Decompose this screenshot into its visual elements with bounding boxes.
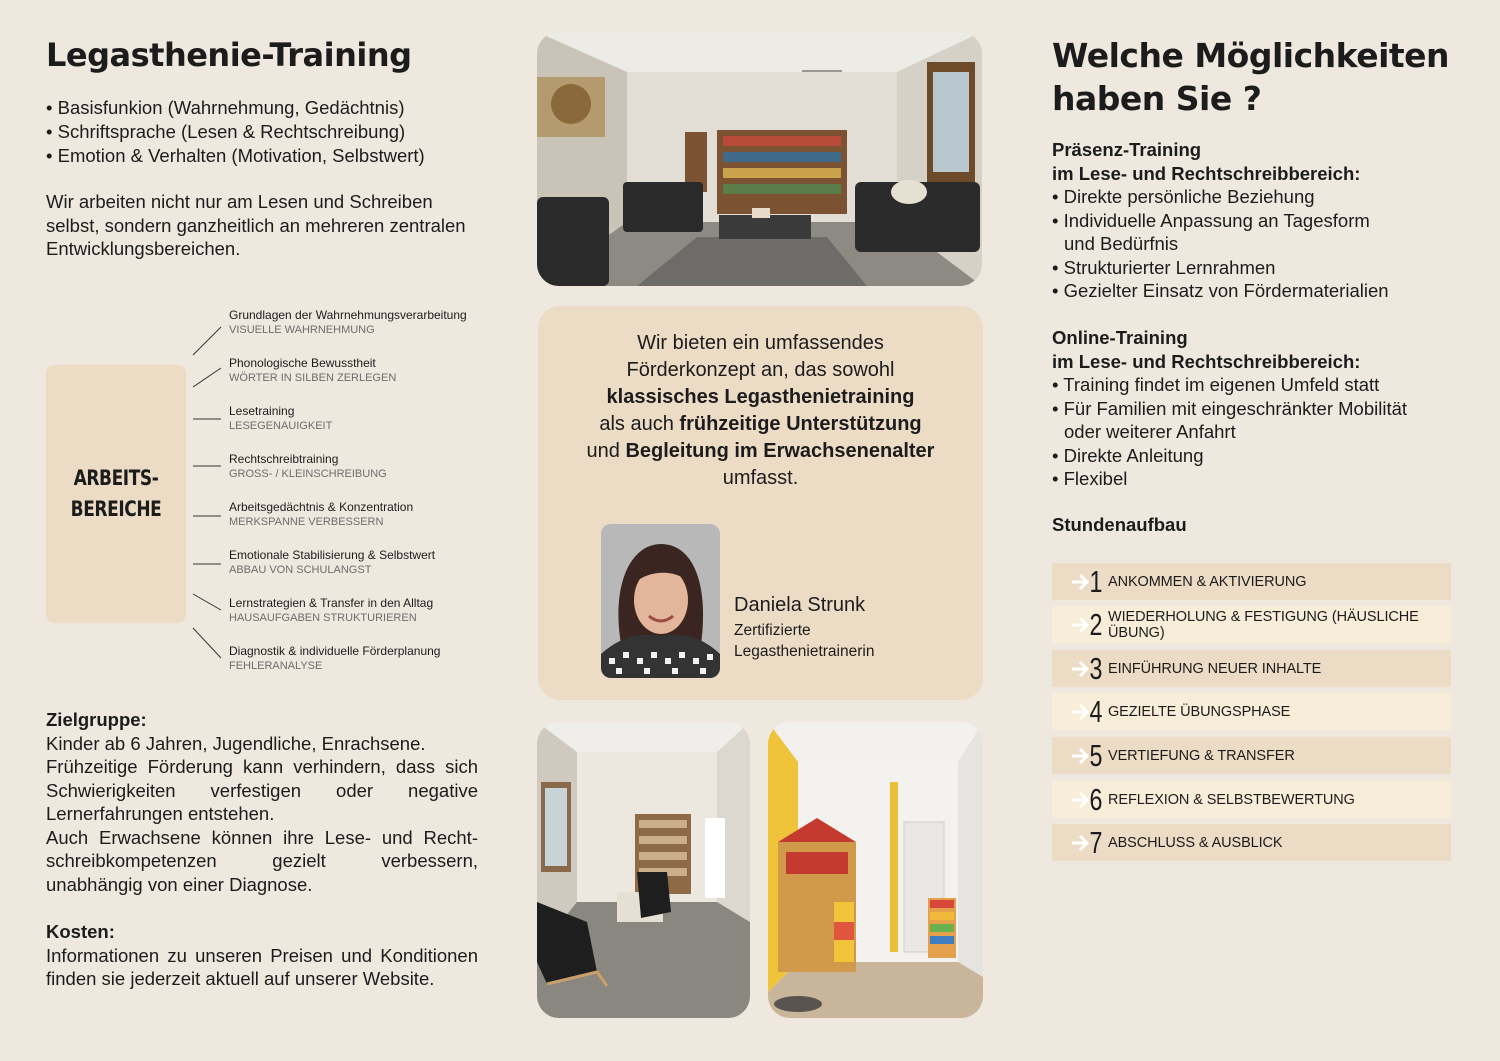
areas-label [66,463,167,525]
concept-line: Förderkonzept an, das sowohl [626,359,895,381]
trainer-role-line: Zertifizierte [734,622,811,639]
presence-training-subheading: im Lese- und Rechtschreibbereich: [1052,162,1361,184]
trainer-role-line: Legasthenietrainerin [734,643,875,660]
concept-line [538,411,983,438]
lesson-step [1052,693,1451,730]
connector-line [193,368,221,387]
lesson-step [1052,824,1451,861]
list-item: • Für Familien mit eingeschränkter Mobilität [1052,397,1408,419]
area-item [229,500,509,530]
area-title: Arbeitsgedächtnis & Konzentration [229,500,414,514]
concept-line: Wir bieten ein umfassendes [637,332,884,354]
list-item: • Individuelle Anpassung an Tagesform [1052,209,1370,231]
focus-list [46,96,425,168]
area-title: Emotionale Stabilisierung & Selbstwert [229,548,436,562]
list-item: • Schriftsprache (Lesen & Rechtschreibung) [46,121,406,142]
list-item: • Strukturierter Lernrahmen [1052,256,1276,278]
connector-line [193,628,221,658]
step-label: EINFÜHRUNG NEUER INHALTE [1108,660,1322,677]
area-item [229,548,509,578]
presence-training-heading: Präsenz-Training [1052,139,1202,160]
area-title: Diagnostik & individuelle Förderplanung [229,644,441,658]
step-label: VERTIEFUNG & TRANSFER [1108,747,1295,764]
step-label: WIEDERHOLUNG & FESTIGUNG (HÄUSLICHE ÜBUNG) [1108,608,1419,641]
step-number: 4 [1089,694,1103,729]
area-item [229,644,509,674]
area-subtitle: VISUELLE WAHRNEHMUNG [229,324,375,336]
areas-label-line-2: BEREICHE [70,497,162,521]
concept-line [538,438,983,465]
area-item [229,452,509,482]
lesson-step [1052,737,1451,774]
area-title: Grundlagen der Wahrnehmungsverarbeitung [229,308,467,322]
area-title: Lesetraining [229,404,295,418]
intro-paragraph: Wir arbeiten nicht nur am Lesen und Schreiben selbst, sondern ganzheitlich an mehreren zentralen Entwicklungsbereichen. [46,191,466,259]
trainer-portrait [601,524,720,678]
list-item: • Training findet im eigenen Umfeld statt [1052,374,1380,395]
step-label: ANKOMMEN & AKTIVIERUNG [1108,573,1307,590]
step-number: 1 [1089,564,1103,599]
step-number: 5 [1089,738,1103,773]
online-training-subheading: im Lese- und Rechtschreibbereich: [1052,350,1361,372]
concept-line: umfasst. [722,467,799,489]
target-group-heading: Zielgruppe: [46,709,147,730]
concept-text-fragment: und [586,440,626,462]
list-item: • Direkte persönliche Beziehung [1052,186,1315,207]
list-item: • Flexibel [1052,468,1128,489]
area-subtitle: LESEGENAUIGKEIT [229,420,333,432]
concept-highlight: frühzeitige Unterstützung [679,413,922,435]
concept-text [538,330,983,492]
trainer-name: Daniela Strunk [734,594,866,616]
list-item-continuation: oder weiterer Anfahrt [1064,421,1236,442]
list-item: • Basisfunkion (Wahrnehmung, Gedächtnis) [46,97,405,118]
list-item-continuation: und Bedürfnis [1064,233,1179,254]
step-number: 7 [1089,825,1103,860]
concept-highlight: Begleitung im Erwachsenenalter [625,440,935,462]
area-item [229,356,509,386]
concept-line [538,384,983,411]
step-number: 2 [1089,607,1103,642]
target-group-paragraph: Frühzeitige Förderung kann verhindern, dass sich Schwierigkeiten verfestigen oder negative Lernerfahrungen entstehen. [46,756,478,824]
concept-text-fragment: als auch [599,413,680,435]
connector-line [193,327,221,355]
area-subtitle: GROSS- / KLEINSCHREIBUNG [229,468,387,480]
costs-section [46,920,478,991]
area-subtitle: FEHLERANALYSE [229,660,323,672]
room-photo-hallway [768,722,983,1018]
step-number: 3 [1089,651,1103,686]
presence-training-section [1052,138,1472,303]
options-title [1052,34,1472,120]
area-subtitle: ABBAU VON SCHULANGST [229,564,372,576]
target-group-line: Kinder ab 6 Jahren, Jugendliche, Enrachsene. [46,732,426,754]
lesson-step [1052,650,1451,687]
areas-label-line-1: ARBEITS- [73,466,159,490]
area-subtitle: WÖRTER IN SILBEN ZERLEGEN [229,372,397,384]
options-title-line: Welche Möglichkeiten [1052,36,1450,75]
step-label: REFLEXION & SELBSTBEWERTUNG [1108,791,1355,808]
lesson-structure-heading: Stundenaufbau [1052,514,1187,535]
area-connectors [188,300,232,670]
area-item [229,308,509,338]
area-subtitle: MERKSPANNE VERBESSERN [229,516,384,528]
room-photo-reading-corner [537,722,750,1018]
options-title-line: haben Sie ? [1052,79,1262,118]
page-title: Legasthenie-Training [46,36,412,74]
lesson-step [1052,781,1451,818]
target-group-section [46,708,478,896]
connector-line [193,594,221,610]
area-subtitle: HAUSAUFGABEN STRUKTURIEREN [229,612,417,624]
concept-highlight: klassisches Legasthenietraining [606,386,915,408]
lesson-step [1052,606,1451,643]
lesson-step [1052,563,1451,600]
areas-label-box [46,365,186,623]
area-title: Rechtschreibtraining [229,452,339,466]
list-item: • Direkte Anleitung [1052,444,1204,466]
room-photo-lounge [537,32,982,286]
list-item: • Gezielter Einsatz von Fördermaterialien [1052,280,1389,301]
step-label: ABSCHLUSS & AUSBLICK [1108,834,1283,851]
concept-card [538,306,983,700]
online-training-heading: Online-Training [1052,327,1188,348]
costs-heading: Kosten: [46,921,115,942]
area-title: Phonologische Bewusstheit [229,356,376,370]
online-training-section [1052,326,1472,491]
area-item [229,404,509,434]
list-item: • Emotion & Verhalten (Motivation, Selbstwert) [46,145,425,166]
target-group-paragraph-adults: Auch Erwachsene können ihre Lese- und Recht-schreibkompetenzen gezielt verbessern, unabhängig von einer Diagnose. [46,826,478,895]
costs-text: Informationen zu unseren Preisen und Konditionen finden sie jederzeit aktuell auf unserer Website. [46,944,478,989]
trainer-role [734,620,874,662]
area-title: Lernstrategien & Transfer in den Alltag [229,596,434,610]
step-label: GEZIELTE ÜBUNGSPHASE [1108,703,1291,720]
area-item [229,596,509,626]
step-number: 6 [1089,782,1103,817]
